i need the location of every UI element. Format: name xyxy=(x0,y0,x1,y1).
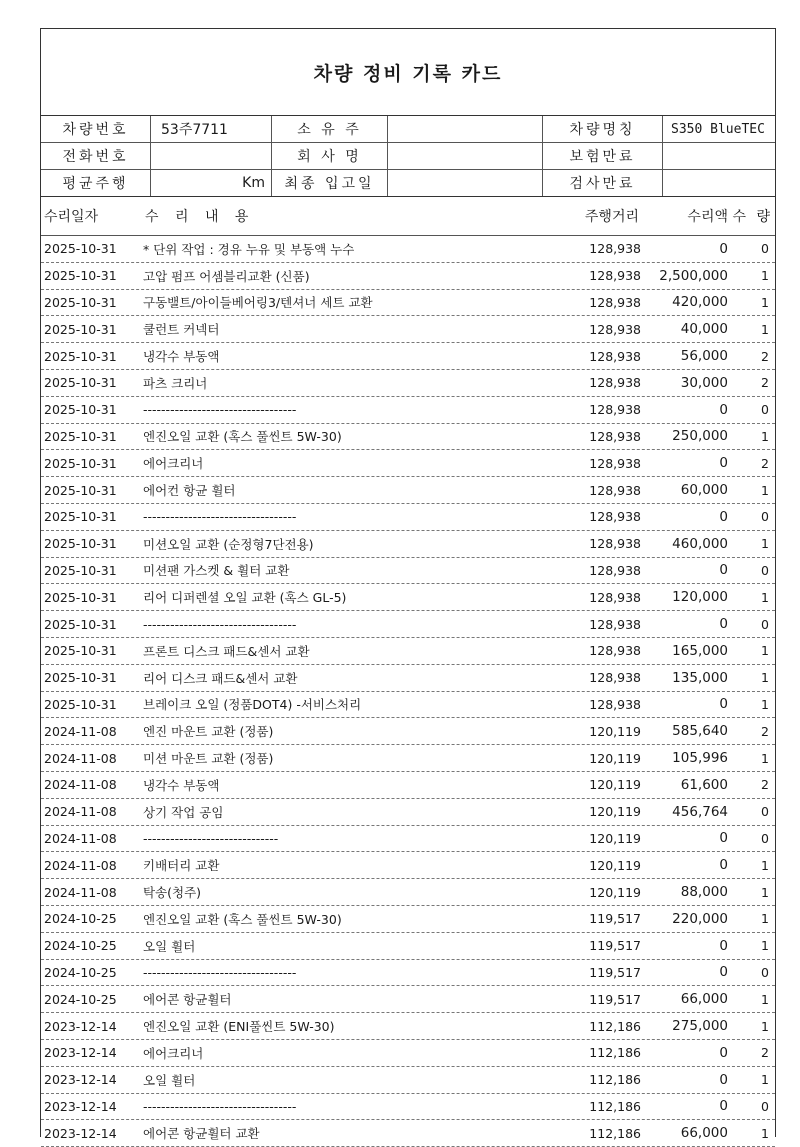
header-date: 수리일자 xyxy=(44,209,99,225)
row-date: 2025-10-31 xyxy=(44,268,117,284)
row-amount: 220,000 xyxy=(672,910,728,927)
row-amount: 0 xyxy=(719,401,728,418)
row-date: 2024-10-25 xyxy=(44,991,117,1007)
row-date: 2024-11-08 xyxy=(44,723,117,739)
row-desc: 미션오일 교환 (순정형7단전용) xyxy=(143,536,314,552)
row-amount: 456,764 xyxy=(672,803,728,820)
row-qty: 2 xyxy=(761,723,769,739)
row-desc: 프론트 디스크 패드&센서 교환 xyxy=(143,643,310,659)
company-label: 회 사 명 xyxy=(272,143,388,169)
row-qty: 1 xyxy=(761,696,769,712)
table-row xyxy=(41,424,775,451)
table-row xyxy=(41,611,775,638)
row-amount: 135,000 xyxy=(672,669,728,686)
row-qty: 2 xyxy=(761,348,769,364)
table-row xyxy=(41,906,775,933)
table-row xyxy=(41,558,775,585)
row-mileage: 120,119 xyxy=(589,884,641,900)
row-desc: 엔진오일 교환 (혹스 풀씬트 5W-30) xyxy=(143,429,342,445)
table-row xyxy=(41,450,775,477)
inspection-label: 검사만료 xyxy=(543,170,663,196)
insurance-value xyxy=(663,143,775,169)
info-row-2 xyxy=(41,143,775,170)
row-qty: 1 xyxy=(761,1018,769,1034)
row-qty: 1 xyxy=(761,911,769,927)
row-mileage: 120,119 xyxy=(589,723,641,739)
row-desc: 오일 휠터 xyxy=(143,1072,196,1088)
row-mileage: 128,938 xyxy=(589,268,641,284)
row-desc: ------------------------------ xyxy=(143,830,279,846)
row-desc: ---------------------------------- xyxy=(143,402,297,418)
row-desc: ---------------------------------- xyxy=(143,964,297,980)
phone-value xyxy=(151,143,272,169)
row-amount: 250,000 xyxy=(672,428,728,445)
owner-label: 소 유 주 xyxy=(272,116,388,142)
row-mileage: 120,119 xyxy=(589,777,641,793)
row-amount: 56,000 xyxy=(680,348,728,365)
table-row xyxy=(41,531,775,558)
header-amount: 수리액 xyxy=(687,209,728,225)
table-row xyxy=(41,986,775,1013)
row-mileage: 128,938 xyxy=(589,402,641,418)
table-row xyxy=(41,397,775,424)
row-amount: 0 xyxy=(719,562,728,579)
inspection-value xyxy=(663,170,775,196)
table-row xyxy=(41,1120,775,1147)
row-date: 2024-11-08 xyxy=(44,884,117,900)
row-amount: 0 xyxy=(719,857,728,874)
row-amount: 275,000 xyxy=(672,1018,728,1034)
row-desc: 에어크리너 xyxy=(143,456,204,472)
last-visit-value xyxy=(388,170,543,196)
row-date: 2023-12-14 xyxy=(44,1018,117,1034)
insurance-label: 보험만료 xyxy=(543,143,663,169)
phone-label: 전화번호 xyxy=(41,143,151,169)
row-date: 2025-10-31 xyxy=(44,509,117,525)
row-date: 2024-11-08 xyxy=(44,830,117,846)
row-date: 2023-12-14 xyxy=(44,1098,117,1114)
row-amount: 0 xyxy=(719,1071,728,1088)
table-row xyxy=(41,236,775,263)
row-mileage: 128,938 xyxy=(589,616,641,632)
row-date: 2025-10-31 xyxy=(44,428,117,444)
row-date: 2024-10-25 xyxy=(44,938,117,954)
row-qty: 1 xyxy=(761,482,769,498)
row-desc: 에어크리너 xyxy=(143,1045,204,1061)
row-qty: 2 xyxy=(761,777,769,793)
row-amount: 105,996 xyxy=(672,750,728,767)
row-qty: 1 xyxy=(761,670,769,686)
row-amount: 460,000 xyxy=(672,535,728,552)
row-qty: 1 xyxy=(761,321,769,337)
row-date: 2024-10-25 xyxy=(44,911,117,927)
row-amount: 0 xyxy=(719,240,728,257)
table-row xyxy=(41,799,775,826)
table-row xyxy=(41,879,775,906)
table-row xyxy=(41,772,775,799)
row-amount: 0 xyxy=(719,1098,728,1115)
avg-mileage-unit: Km xyxy=(151,170,272,196)
row-qty: 1 xyxy=(761,1125,769,1141)
row-mileage: 119,517 xyxy=(589,938,641,954)
row-desc: 냉각수 부동액 xyxy=(143,349,220,365)
row-amount: 0 xyxy=(719,964,728,981)
table-row xyxy=(41,692,775,719)
row-qty: 1 xyxy=(761,428,769,444)
row-amount: 40,000 xyxy=(680,321,728,338)
table-row xyxy=(41,343,775,370)
row-date: 2025-10-31 xyxy=(44,482,117,498)
row-date: 2024-11-08 xyxy=(44,857,117,873)
row-mileage: 128,938 xyxy=(589,509,641,525)
row-mileage: 128,938 xyxy=(589,696,641,712)
model-value: S350 BlueTEC xyxy=(671,121,765,137)
row-desc: 파츠 크리너 xyxy=(143,375,208,391)
row-amount: 0 xyxy=(719,830,728,847)
table-row xyxy=(41,960,775,987)
table-row xyxy=(41,504,775,531)
row-desc: 브레이크 오일 (정품DOT4) -서비스처리 xyxy=(143,697,362,713)
row-date: 2025-10-31 xyxy=(44,670,117,686)
table-row xyxy=(41,826,775,853)
row-desc: 리어 디스크 패드&센서 교환 xyxy=(143,670,298,686)
row-amount: 30,000 xyxy=(680,374,728,391)
row-date: 2025-10-31 xyxy=(44,589,117,605)
row-qty: 0 xyxy=(761,1098,769,1114)
row-mileage: 112,186 xyxy=(589,1125,641,1141)
row-qty: 0 xyxy=(761,562,769,578)
row-amount: 0 xyxy=(719,1044,728,1061)
model-label: 차량명칭 xyxy=(543,116,663,142)
row-desc: 상기 작업 공임 xyxy=(143,804,224,820)
row-qty: 0 xyxy=(761,509,769,525)
row-date: 2023-12-14 xyxy=(44,1072,117,1088)
row-date: 2025-10-31 xyxy=(44,536,117,552)
row-date: 2025-10-31 xyxy=(44,294,117,310)
info-row-1 xyxy=(41,116,775,143)
row-desc: 구동밸트/아이들베어링3/텐셔너 세트 교환 xyxy=(143,295,373,311)
row-date: 2025-10-31 xyxy=(44,562,117,578)
row-mileage: 128,938 xyxy=(589,455,641,471)
row-amount: 0 xyxy=(719,455,728,472)
row-date: 2023-12-14 xyxy=(44,1125,117,1141)
row-desc: 냉각수 부동액 xyxy=(143,777,220,793)
row-date: 2025-10-31 xyxy=(44,321,117,337)
row-desc: 오일 휠터 xyxy=(143,938,196,954)
row-desc: 리어 디퍼렌셜 오일 교환 (혹스 GL-5) xyxy=(143,590,347,606)
table-row xyxy=(41,263,775,290)
row-mileage: 120,119 xyxy=(589,750,641,766)
header-qty: 수 량 xyxy=(732,209,773,225)
row-desc: 고압 펌프 어셈블리교환 (신품) xyxy=(143,268,310,284)
row-mileage: 128,938 xyxy=(589,348,641,364)
row-amount: 585,640 xyxy=(672,723,728,740)
row-mileage: 128,938 xyxy=(589,321,641,337)
table-row xyxy=(41,1067,775,1094)
row-amount: 88,000 xyxy=(680,884,728,901)
table-row xyxy=(41,852,775,879)
last-visit-label: 최종 입고일 xyxy=(272,170,388,196)
row-desc: 쿨런트 커넥터 xyxy=(143,322,220,338)
row-date: 2025-10-31 xyxy=(44,616,117,632)
table-row xyxy=(41,933,775,960)
row-amount: 0 xyxy=(719,616,728,633)
table-row xyxy=(41,477,775,504)
row-desc: ---------------------------------- xyxy=(143,509,297,525)
row-mileage: 128,938 xyxy=(589,428,641,444)
row-mileage: 128,938 xyxy=(589,241,641,257)
row-mileage: 128,938 xyxy=(589,562,641,578)
table-row xyxy=(41,638,775,665)
table-row xyxy=(41,584,775,611)
row-qty: 0 xyxy=(761,830,769,846)
row-mileage: 128,938 xyxy=(589,643,641,659)
row-mileage: 112,186 xyxy=(589,1072,641,1088)
row-qty: 2 xyxy=(761,375,769,391)
info-row-3 xyxy=(41,170,775,196)
row-qty: 1 xyxy=(761,938,769,954)
table-row xyxy=(41,745,775,772)
row-qty: 2 xyxy=(761,1045,769,1061)
owner-value xyxy=(388,116,543,142)
row-desc: 미션 마운트 교환 (정품) xyxy=(143,751,274,767)
plate-value: 53주7711 xyxy=(151,116,272,142)
row-desc: * 단위 작업 : 경유 누유 및 부동액 누수 xyxy=(143,241,355,257)
row-qty: 1 xyxy=(761,991,769,1007)
row-amount: 66,000 xyxy=(680,991,728,1008)
row-date: 2025-10-31 xyxy=(44,402,117,418)
row-desc: 엔진오일 교환 (ENI풀씬트 5W-30) xyxy=(143,1019,335,1034)
row-amount: 0 xyxy=(719,508,728,525)
row-qty: 0 xyxy=(761,616,769,632)
row-mileage: 128,938 xyxy=(589,536,641,552)
row-desc: ---------------------------------- xyxy=(143,1098,297,1114)
row-qty: 1 xyxy=(761,857,769,873)
row-amount: 60,000 xyxy=(680,482,728,499)
row-date: 2025-10-31 xyxy=(44,375,117,391)
row-amount: 66,000 xyxy=(680,1125,728,1142)
row-desc: ---------------------------------- xyxy=(143,616,297,632)
row-qty: 1 xyxy=(761,294,769,310)
row-desc: 엔진오일 교환 (혹스 풀씬트 5W-30) xyxy=(143,911,342,927)
row-mileage: 120,119 xyxy=(589,804,641,820)
row-desc: 에어콘 항균휠터 xyxy=(143,992,232,1008)
avg-mileage-label: 평균주행 xyxy=(41,170,151,196)
row-qty: 1 xyxy=(761,643,769,659)
row-qty: 0 xyxy=(761,402,769,418)
row-qty: 1 xyxy=(761,536,769,552)
row-amount: 2,500,000 xyxy=(659,267,728,284)
table-row xyxy=(41,316,775,343)
row-mileage: 112,186 xyxy=(589,1098,641,1114)
row-mileage: 120,119 xyxy=(589,830,641,846)
row-desc: 미션팬 가스켓 & 휠터 교환 xyxy=(143,563,290,579)
row-date: 2025-10-31 xyxy=(44,348,117,364)
row-mileage: 128,938 xyxy=(589,375,641,391)
row-date: 2025-10-31 xyxy=(44,643,117,659)
row-amount: 120,000 xyxy=(672,589,728,606)
row-mileage: 128,938 xyxy=(589,670,641,686)
plate-label: 차량번호 xyxy=(41,116,151,142)
row-date: 2024-11-08 xyxy=(44,750,117,766)
row-amount: 0 xyxy=(719,696,728,713)
row-desc: 키배터리 교환 xyxy=(143,858,220,874)
records-table xyxy=(41,197,775,1147)
company-value xyxy=(388,143,543,169)
table-header xyxy=(41,197,775,236)
row-mileage: 112,186 xyxy=(589,1045,641,1061)
table-row xyxy=(41,1094,775,1121)
table-row xyxy=(41,290,775,317)
row-mileage: 119,517 xyxy=(589,911,641,927)
vehicle-info xyxy=(41,116,775,197)
table-row xyxy=(41,1013,775,1040)
row-qty: 2 xyxy=(761,455,769,471)
row-mileage: 120,119 xyxy=(589,857,641,873)
row-date: 2025-10-31 xyxy=(44,241,117,257)
table-row xyxy=(41,1040,775,1067)
card-title: 차량 정비 기록 카드 xyxy=(313,62,503,85)
row-date: 2024-10-25 xyxy=(44,964,117,980)
row-qty: 1 xyxy=(761,268,769,284)
row-mileage: 128,938 xyxy=(589,589,641,605)
header-mileage: 주행거리 xyxy=(584,209,639,225)
row-mileage: 119,517 xyxy=(589,964,641,980)
row-date: 2024-11-08 xyxy=(44,777,117,793)
row-desc: 에어컨 항균 휠터 xyxy=(143,483,236,499)
row-desc: 탁송(청주) xyxy=(143,885,202,901)
row-qty: 0 xyxy=(761,241,769,257)
row-amount: 420,000 xyxy=(672,294,728,311)
row-amount: 61,600 xyxy=(680,776,728,793)
row-amount: 0 xyxy=(719,937,728,954)
row-amount: 165,000 xyxy=(672,642,728,659)
row-qty: 1 xyxy=(761,884,769,900)
row-date: 2024-11-08 xyxy=(44,804,117,820)
row-qty: 1 xyxy=(761,1072,769,1088)
row-qty: 1 xyxy=(761,589,769,605)
maintenance-card xyxy=(40,28,776,1142)
row-date: 2025-10-31 xyxy=(44,696,117,712)
row-mileage: 112,186 xyxy=(589,1018,641,1034)
table-row xyxy=(41,718,775,745)
table-row xyxy=(41,370,775,397)
header-desc: 수 리 내 용 xyxy=(145,209,255,225)
row-mileage: 128,938 xyxy=(589,482,641,498)
row-mileage: 119,517 xyxy=(589,991,641,1007)
row-date: 2023-12-14 xyxy=(44,1045,117,1061)
row-date: 2025-10-31 xyxy=(44,455,117,471)
row-qty: 0 xyxy=(761,964,769,980)
table-body xyxy=(41,236,775,1147)
row-desc: 에어콘 항균휠터 교환 xyxy=(143,1126,260,1142)
row-qty: 0 xyxy=(761,804,769,820)
row-mileage: 128,938 xyxy=(589,294,641,310)
title-area xyxy=(41,29,775,116)
row-desc: 엔진 마운트 교환 (정품) xyxy=(143,724,274,740)
table-row xyxy=(41,665,775,692)
row-qty: 1 xyxy=(761,750,769,766)
